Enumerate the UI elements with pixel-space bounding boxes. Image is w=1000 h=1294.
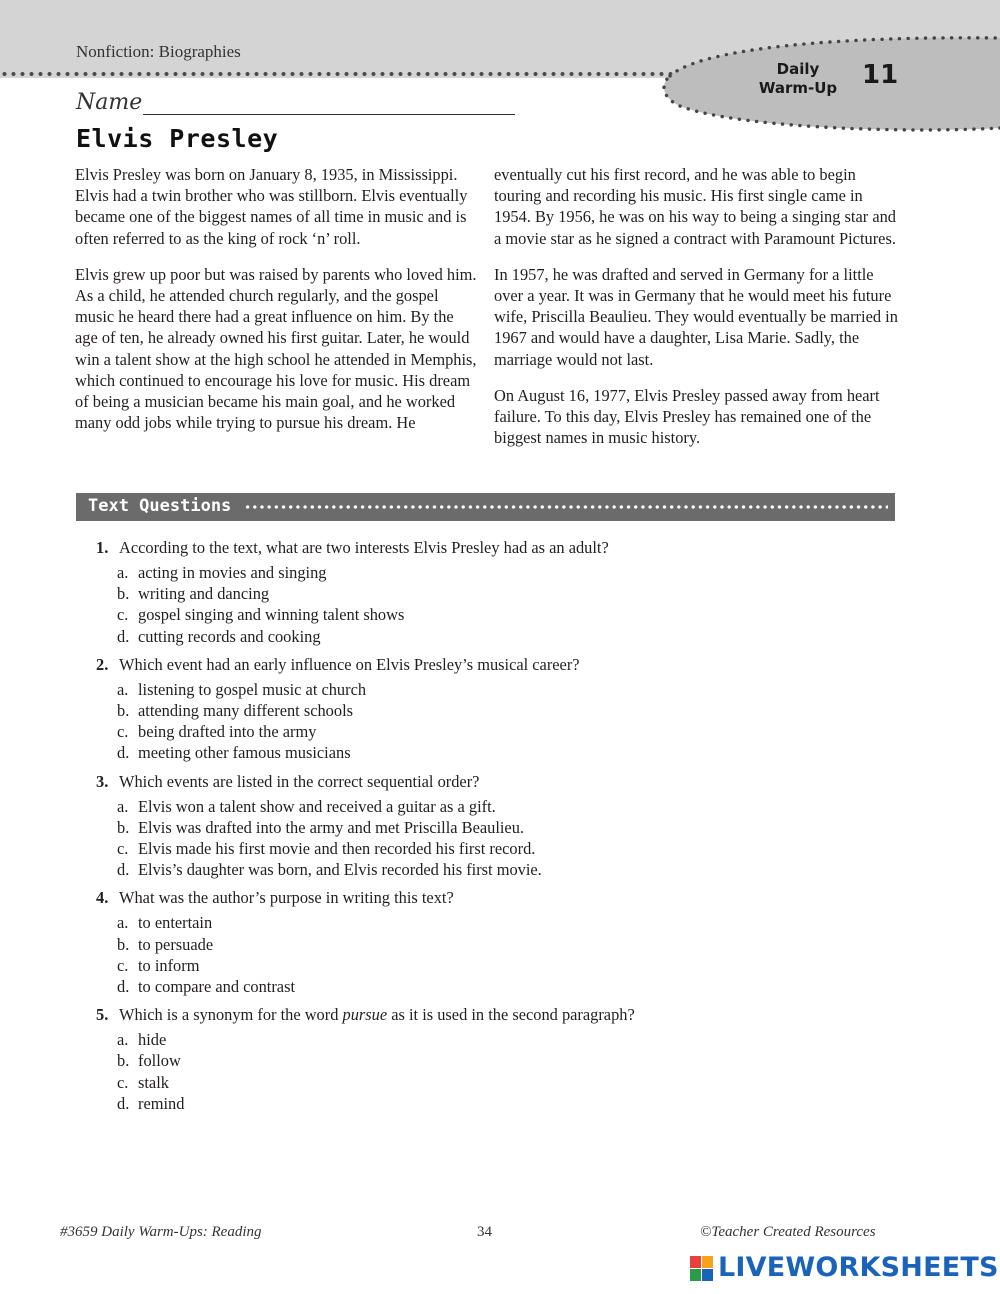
option-letter: c. — [117, 839, 129, 859]
answer-option[interactable] — [96, 934, 896, 955]
question-1 — [96, 537, 896, 647]
footer-book-title: #3659 Daily Warm-Ups: Reading — [60, 1224, 262, 1240]
option-letter: b. — [117, 584, 130, 604]
passage-paragraph: Elvis Presley was born on January 8, 1935, in Mississippi. Elvis had a twin brother who was stillborn. Elvis eventually became one of the biggest names of all time in music and is often referred to as the king of rock ‘n’ roll. — [75, 165, 468, 248]
heading-dotted-rule — [244, 504, 888, 510]
option-text: to inform — [138, 955, 200, 975]
question-number: 1. — [96, 538, 109, 557]
badge-label-line1: Daily — [776, 60, 820, 78]
question-3 — [96, 771, 896, 881]
option-letter: c. — [117, 955, 129, 975]
option-letter: d. — [117, 743, 130, 763]
answer-option[interactable] — [96, 976, 896, 997]
option-letter: a. — [117, 796, 129, 816]
question-number: 3. — [96, 771, 109, 791]
question-4 — [96, 887, 896, 997]
option-text: cutting records and cooking — [138, 626, 321, 646]
footer-page-number: 34 — [477, 1224, 492, 1240]
option-text: Elvis won a talent show and received a guitar as a gift. — [138, 796, 496, 816]
question-5 — [96, 1004, 896, 1114]
question-stem — [96, 654, 896, 675]
option-letter: b. — [117, 1051, 130, 1071]
warmup-number: 11 — [862, 60, 899, 90]
question-text — [119, 1005, 635, 1024]
option-letter: c. — [117, 722, 129, 742]
option-text: meeting other famous musicians — [138, 743, 351, 763]
option-text: stalk — [138, 1072, 169, 1092]
option-text: gospel singing and winning talent shows — [138, 605, 405, 625]
option-text: listening to gospel music at church — [138, 679, 367, 699]
passage-paragraph: eventually cut his first record, and he was able to begin touring and recording his music. His first single came in 1954. By 1956, he was on his way to being a singing star and a movie star as he signed a contract with Paramount Pictures. — [494, 165, 896, 248]
answer-option[interactable] — [96, 1072, 896, 1093]
page-title: Elvis Presley — [76, 124, 279, 153]
option-text: attending many different schools — [138, 701, 353, 721]
passage-left-column — [75, 164, 479, 448]
option-text: to persuade — [138, 934, 214, 954]
answer-option[interactable] — [96, 583, 896, 604]
option-text: to entertain — [138, 913, 213, 933]
answer-option[interactable] — [96, 700, 896, 721]
question-text: What was the author’s purpose in writing this text? — [119, 888, 454, 908]
option-text: Elvis was drafted into the army and met Priscilla Beaulieu. — [138, 817, 524, 837]
question-stem — [96, 537, 896, 558]
passage-paragraph: Elvis grew up poor but was raised by parents who loved him. As a child, he attended church regularly, and the gospel music he heard there had a great influence on him. By the age of ten, he already owned his first guitar. Later, he would win a talent show at the high school he attended in Memphis, which continued to encourage his love for music. His dream of being a musician became his main goal, and he worked many odd jobs while trying to pursue his dream. He — [75, 264, 477, 433]
option-text: being drafted into the army — [138, 722, 317, 742]
liveworksheets-logo-icon — [690, 1256, 714, 1282]
answer-option[interactable] — [96, 838, 896, 859]
option-letter: d. — [117, 626, 130, 646]
answer-option[interactable] — [96, 604, 896, 625]
option-text: hide — [138, 1030, 167, 1050]
name-label: Name — [76, 90, 143, 115]
questions-list — [96, 537, 896, 1121]
option-text: follow — [138, 1051, 181, 1071]
question-number: 4. — [96, 888, 109, 908]
question-2 — [96, 654, 896, 764]
option-letter: a. — [117, 563, 129, 582]
question-emphasis-word: pursue — [342, 1005, 388, 1025]
questions-heading-bar — [76, 493, 895, 521]
passage-right-column — [494, 164, 898, 463]
questions-heading: Text Questions — [88, 496, 232, 516]
answer-option[interactable] — [96, 626, 896, 647]
option-letter: a. — [117, 913, 129, 933]
answer-option[interactable] — [96, 817, 896, 838]
option-letter: d. — [117, 977, 130, 997]
answer-option[interactable] — [96, 1029, 896, 1050]
answer-option[interactable] — [96, 859, 896, 880]
passage-paragraph: In 1957, he was drafted and served in Germany for a little over a year. It was in Germany that he would meet his future wife, Priscilla Beaulieu. They would eventually be married in 1967 and would have a daughter, Lisa Marie. Sadly, the marriage would not last. — [494, 264, 898, 369]
question-text: Which events are listed in the correct sequential order? — [119, 771, 480, 791]
question-stem — [96, 771, 896, 792]
option-letter: c. — [117, 605, 129, 625]
answer-option[interactable] — [96, 679, 896, 700]
question-text-after: as it is used in the second paragraph? — [387, 1005, 635, 1025]
question-stem — [96, 1004, 896, 1025]
question-text-before: Which is a synonym for the word — [119, 1005, 343, 1025]
question-text: Which event had an early influence on Elvis Presley’s musical career? — [119, 654, 580, 674]
answer-option[interactable] — [96, 955, 896, 976]
answer-option[interactable] — [96, 1050, 896, 1071]
option-text: Elvis’s daughter was born, and Elvis recorded his first movie. — [138, 860, 542, 880]
option-text: acting in movies and singing — [138, 563, 327, 582]
option-letter: b. — [117, 817, 130, 837]
option-text: writing and dancing — [138, 584, 270, 604]
answer-option[interactable] — [96, 562, 896, 583]
liveworksheets-logo-text: LIVEWORKSHEETS — [718, 1252, 999, 1283]
question-text: According to the text, what are two interests Elvis Presley had as an adult? — [119, 538, 609, 557]
passage-paragraph: On August 16, 1977, Elvis Presley passed away from heart failure. To this day, Elvis Presley has remained one of the biggest names in music history. — [494, 385, 880, 448]
header-dotted-rule — [0, 70, 680, 78]
option-letter: c. — [117, 1072, 129, 1092]
option-text: to compare and contrast — [138, 977, 296, 997]
option-letter: d. — [117, 860, 130, 880]
question-stem — [96, 887, 896, 908]
answer-option[interactable] — [96, 912, 896, 933]
option-letter: b. — [117, 701, 130, 721]
answer-option[interactable] — [96, 1093, 896, 1114]
option-letter: a. — [117, 1030, 129, 1050]
option-text: remind — [138, 1093, 185, 1113]
badge-label-line2: Warm-Up — [758, 79, 838, 97]
answer-option[interactable] — [96, 796, 896, 817]
answer-option[interactable] — [96, 742, 896, 763]
name-input-line[interactable] — [143, 114, 515, 115]
warmup-badge-label — [748, 60, 848, 98]
option-letter: a. — [117, 679, 129, 699]
option-letter: b. — [117, 934, 130, 954]
answer-option[interactable] — [96, 721, 896, 742]
option-letter: d. — [117, 1093, 130, 1113]
question-number: 5. — [96, 1005, 109, 1025]
option-text: Elvis made his first movie and then recorded his first record. — [138, 839, 536, 859]
question-number: 2. — [96, 654, 109, 674]
footer-copyright: ©Teacher Created Resources — [700, 1224, 876, 1240]
subject-label: Nonfiction: Biographies — [76, 42, 241, 61]
